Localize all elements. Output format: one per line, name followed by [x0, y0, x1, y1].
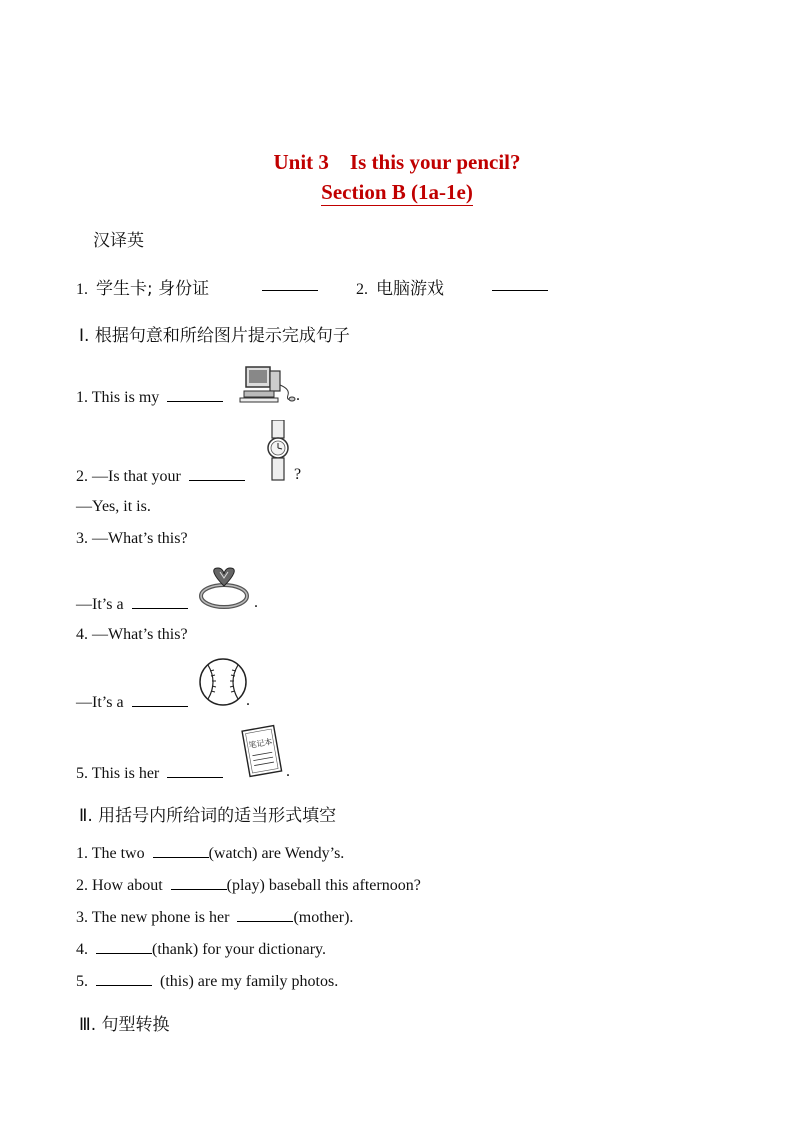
- part2-item-1-after: (watch) are Wendy’s.: [208, 845, 345, 862]
- part1-q5: [76, 763, 227, 783]
- translate-item-2-blank[interactable]: [492, 276, 548, 296]
- notebook-icon: [240, 724, 284, 780]
- part2-item-5-before: 5.: [76, 973, 88, 990]
- part1-q4: [76, 692, 192, 712]
- part1-q2: [76, 466, 249, 486]
- translate-heading: 汉译英: [93, 231, 144, 251]
- part1-q2-blank[interactable]: [189, 466, 245, 481]
- part2-item-4: [76, 939, 326, 959]
- part1-q1-after: .: [296, 387, 300, 404]
- translate-item-2-num: 2.: [356, 281, 368, 298]
- part2-item-3-blank[interactable]: [237, 907, 293, 922]
- part1-q4-before: —It’s a: [76, 694, 124, 711]
- part1-q4-after: .: [246, 692, 250, 709]
- unit-title: Unit 3 Is this your pencil?: [273, 150, 521, 174]
- part2-item-4-before: 4.: [76, 941, 88, 958]
- part1-q1-before: 1. This is my: [76, 389, 160, 406]
- part2-item-5-after: (this) are my family photos.: [160, 973, 339, 990]
- part2-item-2-after: (play) baseball this afternoon?: [226, 877, 421, 894]
- part1-q3: [76, 594, 192, 614]
- part1-q3-after: .: [254, 594, 258, 611]
- part1-q5-blank[interactable]: [167, 763, 223, 778]
- part2-item-1-blank[interactable]: [153, 843, 209, 858]
- part3-heading: Ⅲ. 句型转换: [79, 1015, 170, 1035]
- part2-item-3-before: 3. The new phone is her: [76, 909, 230, 926]
- ring-icon: [198, 566, 252, 610]
- part1-heading: Ⅰ. 根据句意和所给图片提示完成句子: [79, 326, 350, 346]
- part1-q1: [76, 387, 227, 407]
- part1-q4-prompt: 4. —What’s this?: [76, 626, 188, 643]
- translate-item-2-text: 电脑游戏: [376, 279, 444, 299]
- part2-heading: Ⅱ. 用括号内所给词的适当形式填空: [79, 806, 337, 826]
- part2-item-3-after: (mother).: [293, 909, 354, 926]
- part1-q2-after: ?: [294, 466, 302, 483]
- baseball-icon: [198, 657, 248, 707]
- part2-item-4-after: (thank) for your dictionary.: [152, 941, 327, 958]
- translate-item-1: [76, 274, 209, 299]
- notebook-label: 笔记本: [247, 737, 274, 751]
- part1-q3-before: —It’s a: [76, 596, 124, 613]
- translate-item-2: [356, 274, 444, 299]
- part1-q2-before: 2. —Is that your: [76, 468, 181, 485]
- section-title-text: Section B (1a-1e): [321, 180, 473, 204]
- computer-icon: [238, 365, 296, 405]
- part2-item-2: [76, 875, 421, 895]
- part2-item-3: [76, 907, 353, 927]
- part2-item-1: [76, 843, 344, 863]
- section-title: [0, 180, 794, 205]
- translate-item-1-blank[interactable]: [262, 276, 318, 296]
- part2-item-4-blank[interactable]: [96, 939, 152, 954]
- part1-q2-answer: —Yes, it is.: [76, 498, 151, 515]
- translate-item-1-text: 学生卡; 身份证: [96, 279, 210, 299]
- watch-icon: [266, 420, 290, 482]
- part1-q1-blank[interactable]: [167, 387, 223, 402]
- part2-item-2-blank[interactable]: [171, 875, 227, 890]
- part1-q3-blank[interactable]: [132, 594, 188, 609]
- part2-item-2-before: 2. How about: [76, 877, 163, 894]
- part2-item-5: [76, 971, 338, 991]
- part2-item-5-blank[interactable]: [96, 971, 152, 986]
- part1-q5-before: 5. This is her: [76, 765, 160, 782]
- translate-item-1-num: 1.: [76, 281, 88, 298]
- part1-q5-after: .: [286, 763, 290, 780]
- part1-q3-prompt: 3. —What’s this?: [76, 530, 188, 547]
- part2-item-1-before: 1. The two: [76, 845, 145, 862]
- part1-q4-blank[interactable]: [132, 692, 188, 707]
